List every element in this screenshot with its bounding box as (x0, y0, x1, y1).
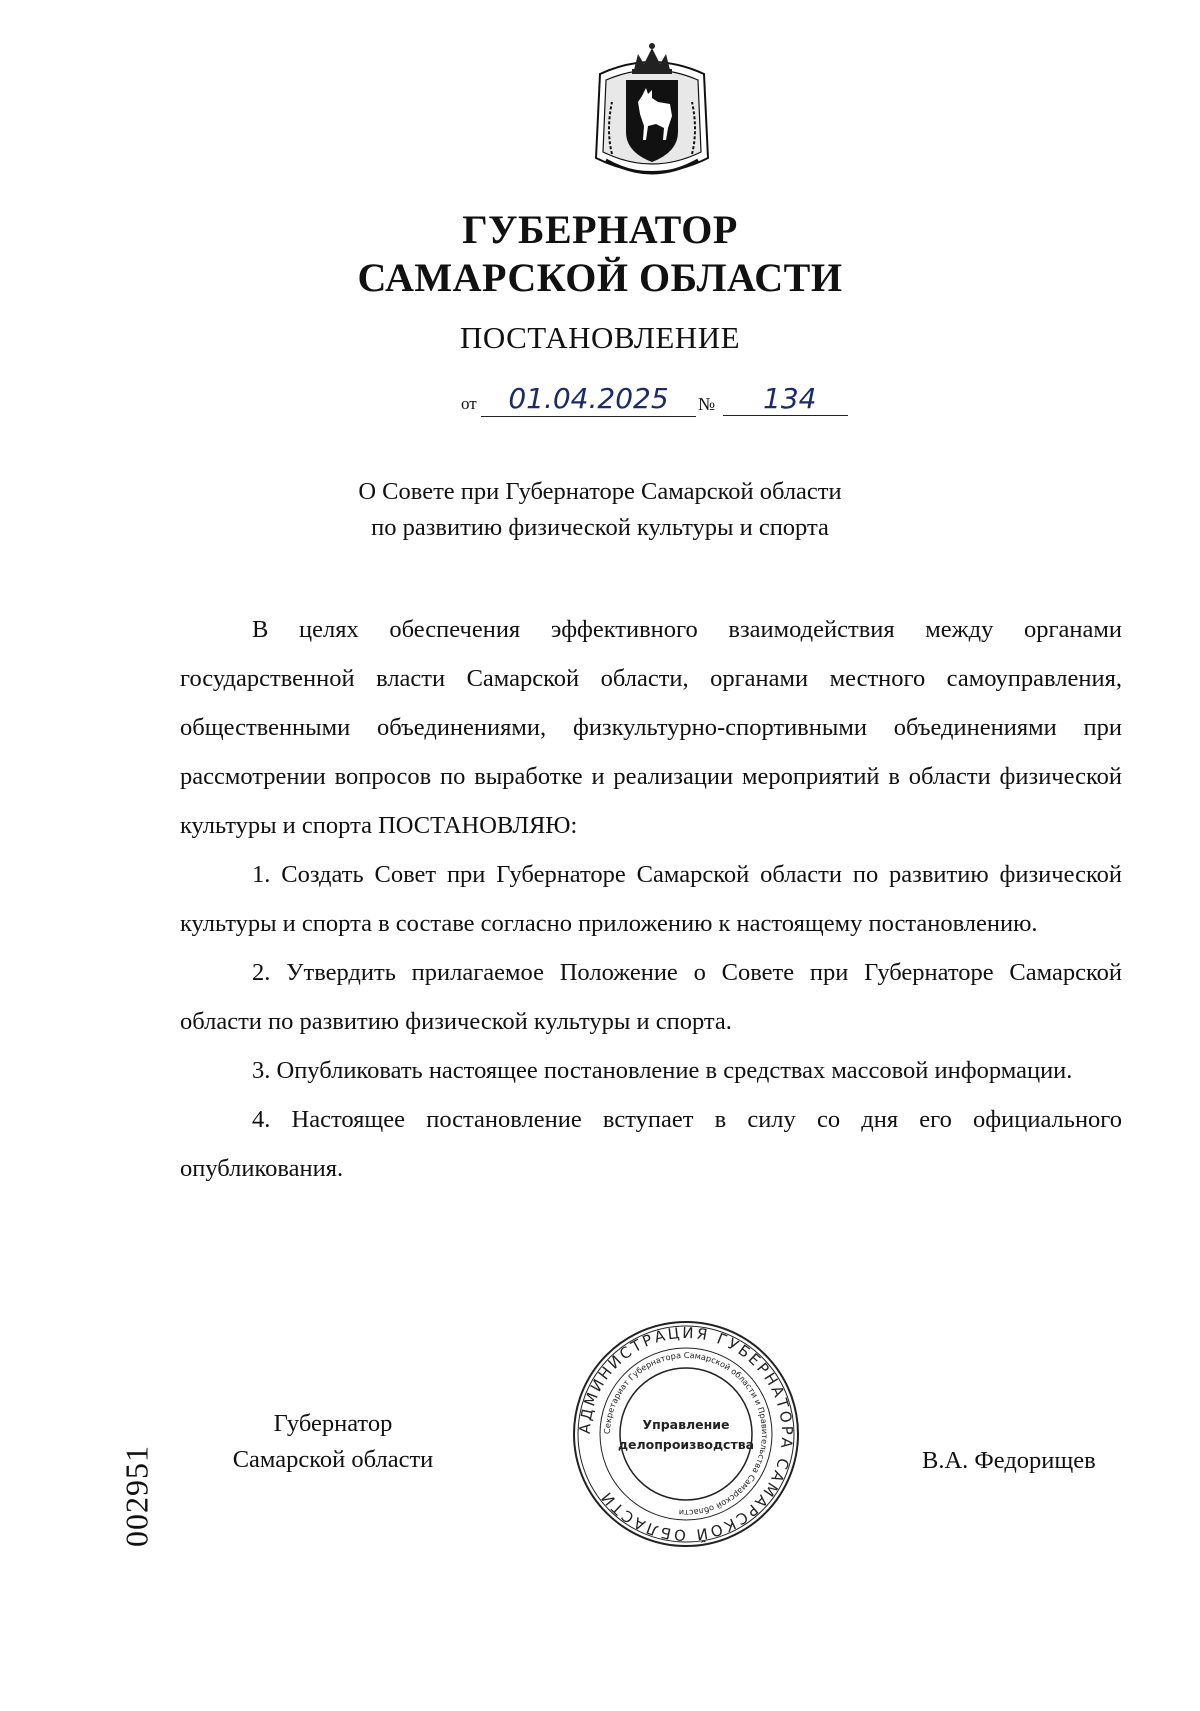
subject-line1: О Совете при Губернаторе Самарской области (358, 478, 842, 505)
official-seal-stamp (570, 1318, 802, 1550)
item-4: 4. Настоящее постановление вступает в силу со дня его официального опубликования. (180, 1106, 1122, 1182)
signatory-title-line1: Губернатор (273, 1410, 393, 1437)
date-from-label: от (461, 394, 477, 413)
svg-text:Секретариат Губернатора Самарс (602, 1350, 770, 1518)
item-2: 2. Утвердить прилагаемое Положение о Совете при Губернаторе Самарской области по развитию физической культуры и спорта. (180, 959, 1122, 1035)
signatory-name: В.А. Федорищев (922, 1447, 1096, 1474)
date-number-line (461, 382, 851, 422)
header-title-line1: ГУБЕРНАТОР (462, 207, 738, 252)
header-title-line2: САМАРСКОЙ ОБЛАСТИ (357, 255, 843, 300)
seal-middle-text: Секретариат Губернатора Самарской области и Правительства Самарской области (601, 1349, 771, 1519)
subject-line2: по развитию физической культуры и спорта (371, 514, 829, 541)
coat-of-arms-emblem (586, 40, 718, 182)
serial-number-text: 002951 (118, 1445, 155, 1547)
item-1: 1. Создать Совет при Губернаторе Самарской области по развитию физической культуры и спорта в составе согласно приложению к настоящему постановлению. (180, 861, 1122, 937)
seal-center-line1: Управление (642, 1417, 730, 1432)
signatory-title-line2: Самарской области (232, 1446, 434, 1473)
document-type: ПОСТАНОВЛЕНИЕ (459, 320, 741, 355)
handwritten-date: 01.04.2025 (481, 382, 696, 417)
document-body (180, 605, 1122, 1193)
document-subject (0, 474, 1200, 546)
signatory-title (208, 1406, 458, 1478)
item-3: 3. Опубликовать настоящее постановление в средствах массовой информации. (252, 1057, 1073, 1084)
preamble-paragraph: В целях обеспечения эффективного взаимодействия между органами государственной власти Самарской области, органами местного самоуправления, общественными объединениями, физкультурно-спортивными объединениями при рассмотрении вопросов по выработке и реализации мероприятий в области физической культуры и спорта ПОСТАНОВЛЯЮ: (180, 616, 1122, 839)
number-label: № (698, 394, 716, 414)
serial-number (107, 1436, 167, 1556)
seal-center-line2: делопроизводства (617, 1437, 755, 1452)
seal-outer-text: АДМИНИСТРАЦИЯ ГУБЕРНАТОРА САМАРСКОЙ ОБЛАСТИ (575, 1323, 797, 1545)
handwritten-number: 134 (723, 382, 848, 416)
